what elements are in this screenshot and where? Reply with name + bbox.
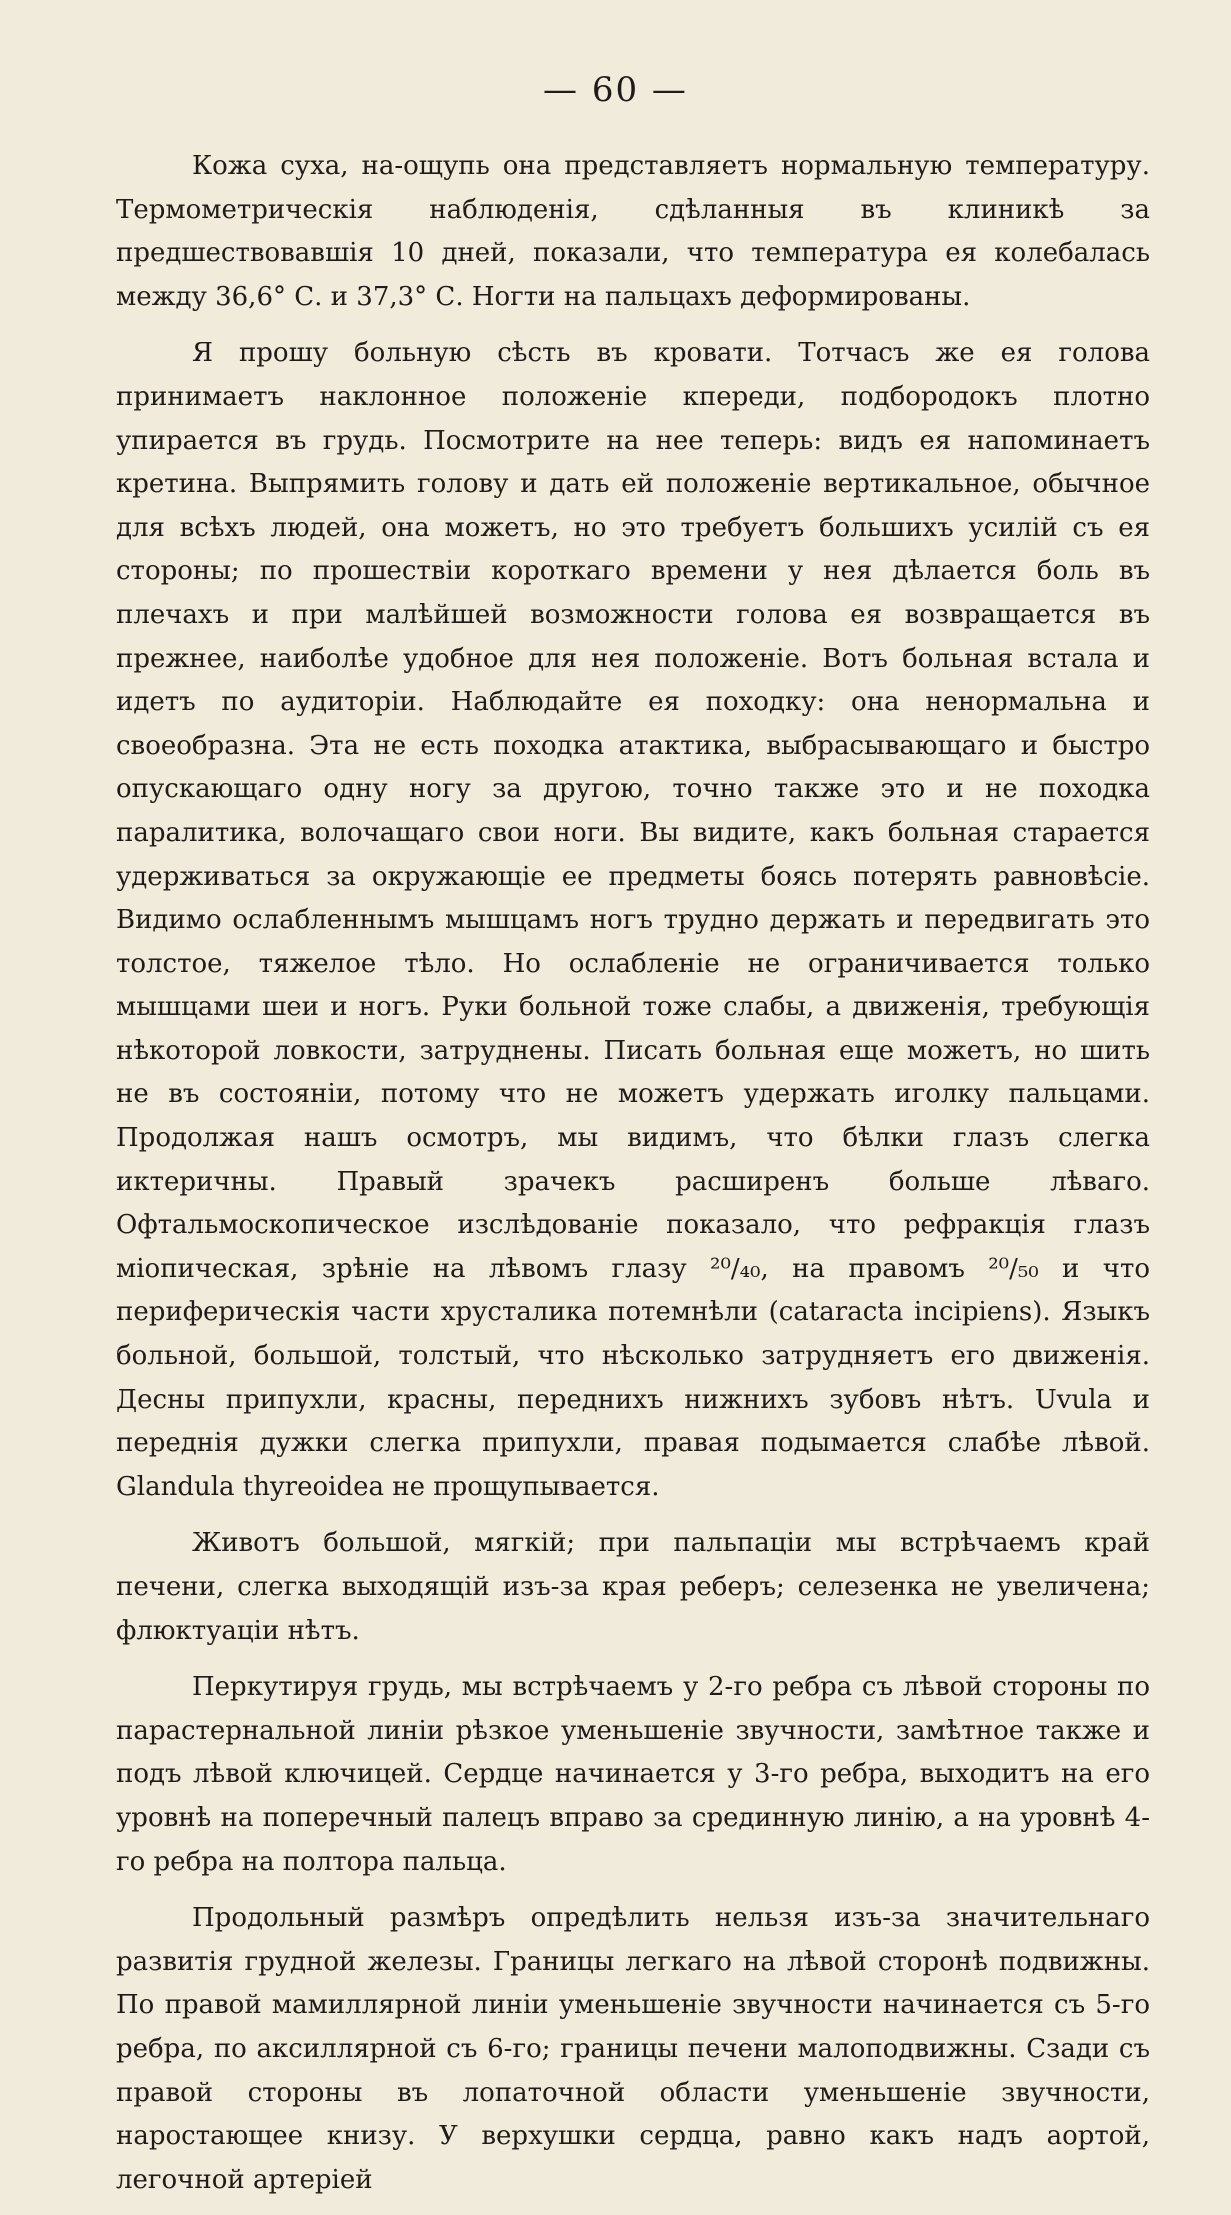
paragraph-examination: Я прошу больную сѣсть въ кровати. Тотчасъ же ея голова принимаетъ наклонное положеніе кпереди, подбородокъ плотно упирается въ грудь. Посмотрите на нее теперь: видъ ея напоминаетъ кретина. Выпрямить голову и дать ей положеніе вертикальное, обычное для всѣхъ людей, она можетъ, но это требуетъ большихъ усилій съ ея стороны; по прошествіи короткаго времени у нея дѣлается боль въ плечахъ и при малѣйшей возможности голова ея возвращается въ прежнее, наиболѣе удобное для нея положеніе. Вотъ больная встала и идетъ по аудиторіи. Наблюдайте ея походку: она ненормальна и своеобразна. Эта не есть походка атактика, выбрасывающаго и быстро опускающаго одну ногу за другою, точно также это и не походка паралитика, волочащаго свои ноги. Вы видите, какъ больная старается удерживаться за окружающіе ее предметы боясь потерять равновѣсіе. Видимо ослабленнымъ мышцамъ ногъ трудно держать и передвигать это толстое, тяжелое тѣло. Но ослабленіе не ограничивается только мышцами шеи и ногъ. Руки больной тоже слабы, а движенія, требующія нѣкоторой ловкости, затруднены. Писать больная еще можетъ, но шить не въ состояніи, потому что не можетъ удержать иголку пальцами. Продолжая нашъ осмотръ, мы видимъ, что бѣлки глазъ слегка иктеричны. Правый зрачекъ расширенъ больше лѣваго. Офтальмоскопическое изслѣдованіе показало, что рефракція глазъ міопическая, зрѣніе на лѣвомъ глазу ²⁰/₄₀, на правомъ ²⁰/₅₀ и что периферическія части хрусталика потемнѣли (cataracta incipiens). Языкъ больной, большой, толстый, что нѣсколько затрудняетъ его движенія. Десны припухли, красны, переднихъ нижнихъ зубовъ нѣтъ. Uvula и переднія дужки слегка припухли, правая подымается слабѣе лѣвой. Glandula thyreoidea не прощупывается. <box>116 338 1150 1502</box>
body-text <box>116 145 1150 2215</box>
paragraph-heart-size: Продольный размѣръ опредѣлить нельзя изъ-за значительнаго развитія грудной железы. Границы легкаго на лѣвой сторонѣ подвижны. По правой мамиллярной линіи уменьшеніе звучности начинается съ 5-го ребра, по аксиллярной съ 6-го; границы печени малоподвижны. Сзади съ правой стороны въ лопаточной области уменьшеніе звучности, наростающее книзу. У верхушки сердца, равно какъ надъ аортой, легочной артеріей <box>116 1903 1150 2195</box>
page-number: — 60 — <box>543 70 688 110</box>
paragraph-percussion: Перкутируя грудь, мы встрѣчаемъ у 2-го ребра съ лѣвой стороны по парастернальной линіи рѣзкое уменьшеніе звучности, замѣтное также и подъ лѣвой ключицей. Сердце начинается у 3-го ребра, выходитъ на его уровнѣ на поперечный палецъ вправо за срединную линію, а на уровнѣ 4-го ребра на полтора пальца. <box>116 1672 1150 1877</box>
paragraph-skin: Кожа суха, на-ощупь она представляетъ нормальную температуру. Термометрическія наблюденія, сдѣланныя въ клиникѣ за предшествовавшія 10 дней, показали, что температура ея колебалась между 36,6° С. и 37,3° С. Ногти на пальцахъ деформированы. <box>116 151 1150 312</box>
paragraph-abdomen: Животъ большой, мягкій; при пальпаціи мы встрѣчаемъ край печени, слегка выходящій изъ-за края реберъ; селезенка не увеличена; флюктуаціи нѣтъ. <box>116 1528 1150 1646</box>
